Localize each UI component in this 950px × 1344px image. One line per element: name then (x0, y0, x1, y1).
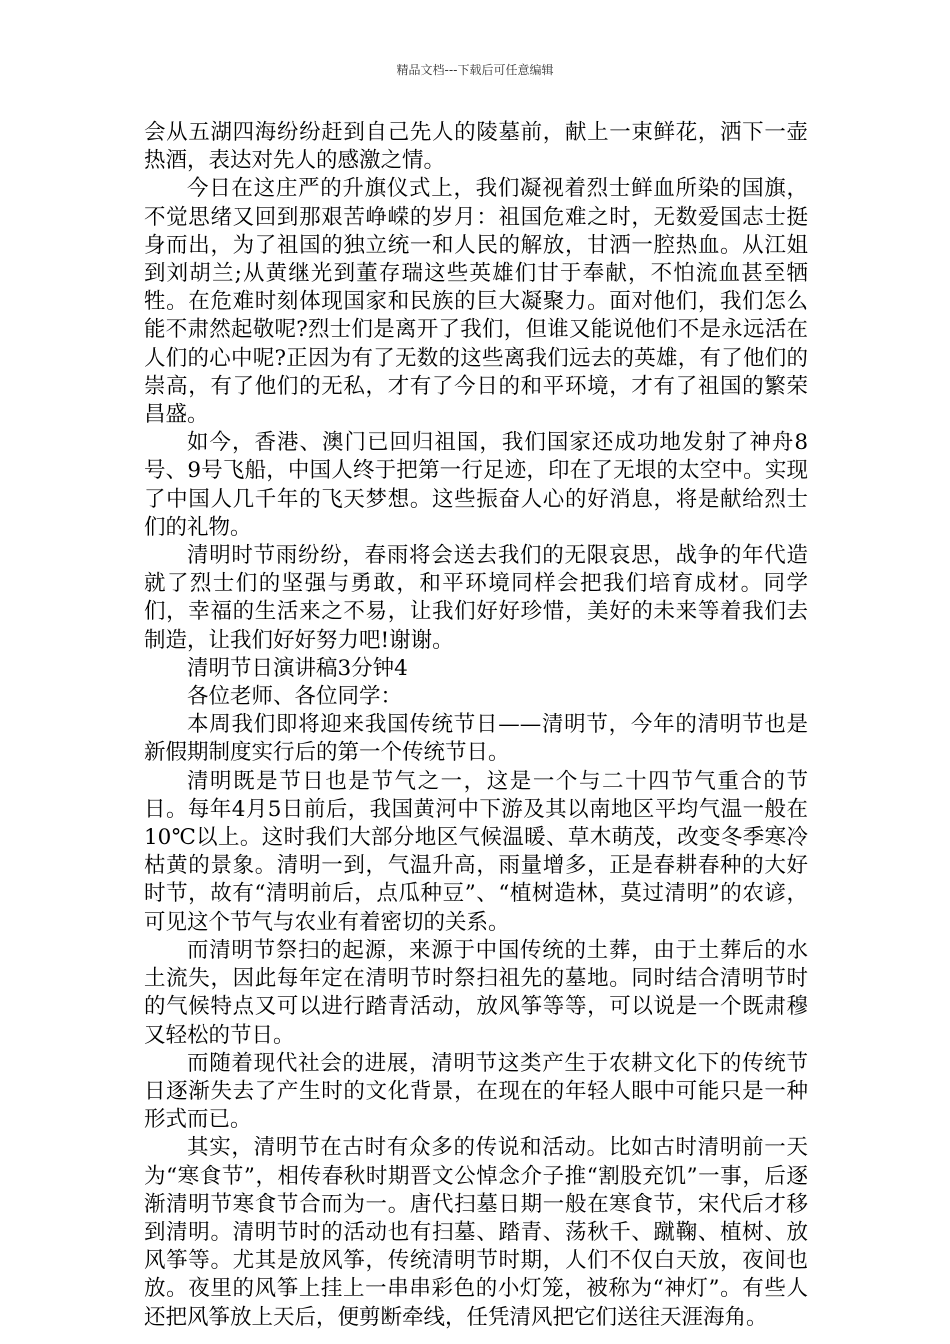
paragraph: 如今，香港、澳门已回归祖国，我们国家还成功地发射了神舟8号、9号飞船，中国人终于把第一行足迹，印在了无垠的太空中。实现了中国人几千年的飞天梦想。这些振奋人心的好消息，将是献给烈士们的礼物。 (144, 430, 808, 540)
paragraph: 而清明节祭扫的起源，来源于中国传统的土葬，由于土葬后的水土流失，因此每年定在清明节时祭扫祖先的墓地。同时结合清明节时的气候特点又可以进行踏青活动，放风筝等等，可以说是一个既肃穆又轻松的节日。 (144, 937, 808, 1048)
document-body (144, 119, 808, 1332)
section-title: 清明节日演讲稿3分钟4 (187, 655, 408, 681)
paragraph: 清明既是节日也是节气之一，这是一个与二十四节气重合的节日。每年4月5日前后，我国黄河中下游及其以南地区平均气温一般在10℃以上。这时我们大部分地区气候温暖、草木萌茂，改变冬季寒冷枯黄的景象。清明一到，气温升高，雨量增多，正是春耕春种的大好时节，故有“清明前后，点瓜种豆”、“植树造林，莫过清明”的农谚，可见这个节气与农业有着密切的关系。 (144, 768, 808, 935)
paragraph: 其实，清明节在古时有众多的传说和活动。比如古时清明前一天为“寒食节”，相传春秋时期晋文公悼念介子推“割股充饥”一事，后逐渐清明节寒食节合而为一。唐代扫墓日期一般在寒食节，宋代后才移到清明。清明节时的活动也有扫墓、踏青、荡秋千、蹴鞠、植树、放风筝等。尤其是放风筝，传统清明节时期，人们不仅白天放，夜间也放。夜里的风筝上挂上一串串彩色的小灯笼，被称为“神灯”。有些人还把风筝放上天后，便剪断牵线，任凭清风把它们送往天涯海角。 (144, 1135, 808, 1330)
salutation: 各位老师、各位同学： (187, 684, 403, 710)
paragraph: 清明时节雨纷纷，春雨将会送去我们的无限哀思，战争的年代造就了烈士们的坚强与勇敢，和平环境同样会把我们培育成材。同学们，幸福的生活来之不易，让我们好好珍惜，美好的未来等着我们去制造，让我们好好努力吧!谢谢。 (144, 543, 808, 653)
paragraph: 会从五湖四海纷纷赶到自己先人的陵墓前，献上一束鲜花，洒下一壶热酒，表达对先人的感激之情。 (144, 120, 808, 174)
paragraph: 今日在这庄严的升旗仪式上，我们凝视着烈士鲜血所染的国旗，不觉思绪又回到那艰苦峥嵘的岁月：祖国危难之时，无数爱国志士挺身而出，为了祖国的独立统一和人民的解放，甘洒一腔热血。从江姐到刘胡兰;从黄继光到董存瑞这些英雄们甘于奉献，不怕流血甚至牺牲。在危难时刻体现国家和民族的巨大凝聚力。面对他们，我们怎么能不肃然起敬呢?烈士们是离开了我们，但谁又能说他们不是永远活在人们的心中呢?正因为有了无数的这些离我们远去的英雄，有了他们的崇高，有了他们的无私，才有了今日的和平环境，才有了祖国的繁荣昌盛。 (144, 176, 808, 428)
page-header: 精品文档---下载后可任意编辑 (396, 63, 554, 77)
paragraph: 本周我们即将迎来我国传统节日——清明节，今年的清明节也是新假期制度实行后的第一个传统节日。 (144, 712, 808, 766)
paragraph: 而随着现代社会的进展，清明节这类产生于农耕文化下的传统节日逐渐失去了产生时的文化背景，在现在的年轻人眼中可能只是一种形式而已。 (144, 1050, 808, 1133)
